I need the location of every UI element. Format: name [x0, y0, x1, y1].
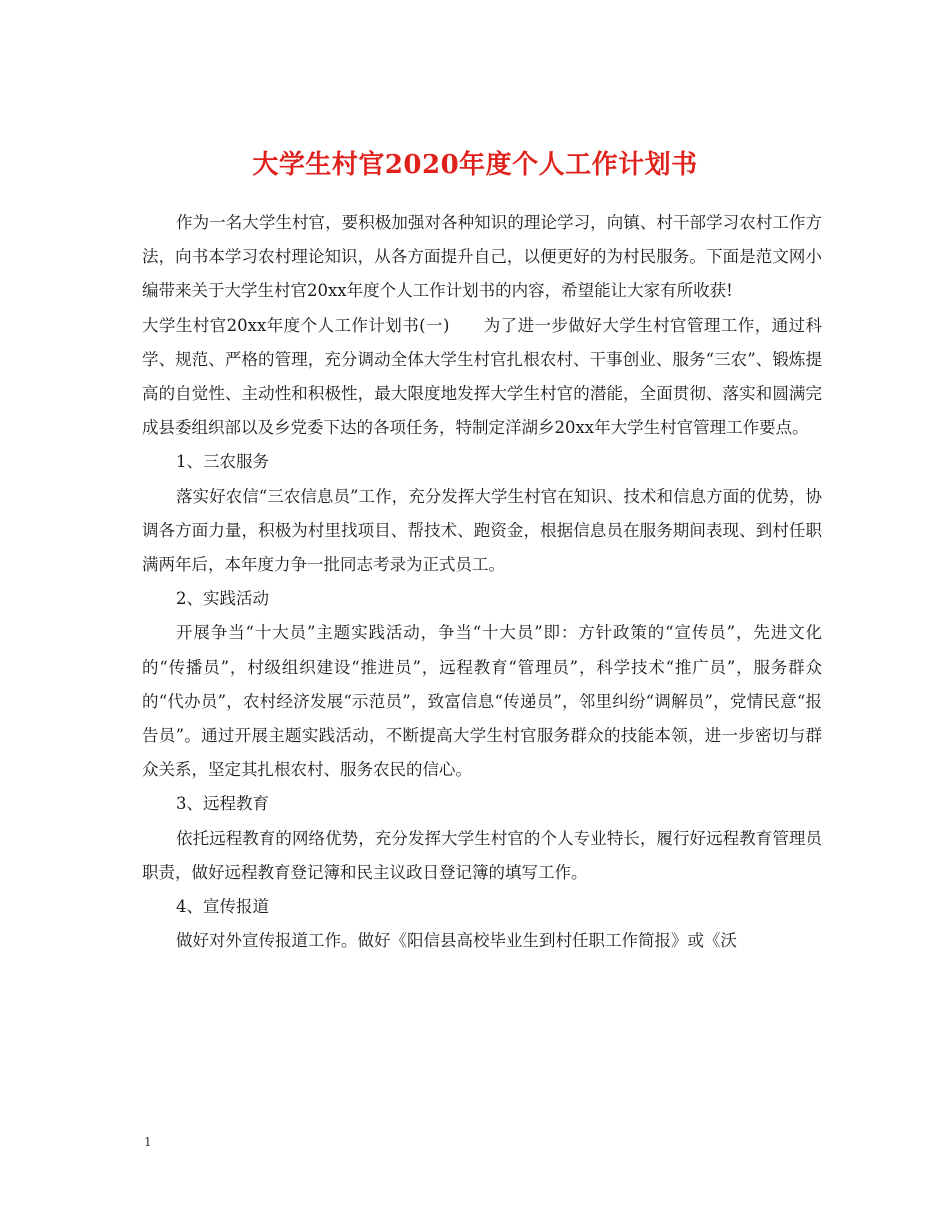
paragraph: 大学生村官20xx年度个人工作计划书(一) 为了进一步做好大学生村官管理工作，通过科学、规范、严格的管理，充分调动全体大学生村官扎根农村、干事创业、服务“三农”、锻炼提高的自觉性、主动性和积极性，最大限度地发挥大学生村官的潜能，全面贯彻、落实和圆满完成县委组织部以及乡党委下达的各项任务，特制定洋湖乡20xx年大学生村官管理工作要点。: [142, 315, 822, 438]
section-heading: 3、远程教育: [176, 794, 269, 814]
paragraph: 依托远程教育的网络优势，充分发挥大学生村官的个人专业特长，履行好远程教育管理员职责，做好远程教育登记簿和民主议政日登记簿的填写工作。: [142, 828, 822, 882]
page-number: 1: [144, 1135, 152, 1149]
paragraph: 作为一名大学生村官，要积极加强对各种知识的理论学习，向镇、村干部学习农村工作方法，向书本学习农村理论知识，从各方面提升自己，以便更好的为村民服务。下面是范文网小编带来关于大学生村官20xx年度个人工作计划书的内容，希望能让大家有所收获!: [142, 213, 822, 301]
paragraph: 做好对外宣传报道工作。做好《阳信县高校毕业生到村任职工作简报》或《沃: [176, 931, 737, 951]
paragraph: 开展争当“十大员”主题实践活动，争当“十大员”即：方针政策的“宣传员”，先进文化的“传播员”，村级组织建设“推进员”，远程教育“管理员”，科学技术“推广员”，服务群众的“代办员”，农村经济发展“示范员”，致富信息“传递员”，邻里纠纷“调解员”，党情民意“报告员”。通过开展主题实践活动，不断提高大学生村官服务群众的技能本领，进一步密切与群众关系，坚定其扎根农村、服务农民的信心。: [142, 623, 822, 780]
document-body: [142, 206, 822, 958]
section-heading: 1、三农服务: [176, 452, 269, 472]
document-title: 大学生村官2020年度个人工作计划书: [252, 150, 698, 181]
section-heading: 2、实践活动: [176, 589, 269, 609]
paragraph: 落实好农信“三农信息员”工作，充分发挥大学生村官在知识、技术和信息方面的优势，协调各方面力量，积极为村里找项目、帮技术、跑资金，根据信息员在服务期间表现、到村任职满两年后，本年度力争一批同志考录为正式员工。: [142, 486, 822, 575]
section-heading: 4、宣传报道: [176, 897, 269, 917]
